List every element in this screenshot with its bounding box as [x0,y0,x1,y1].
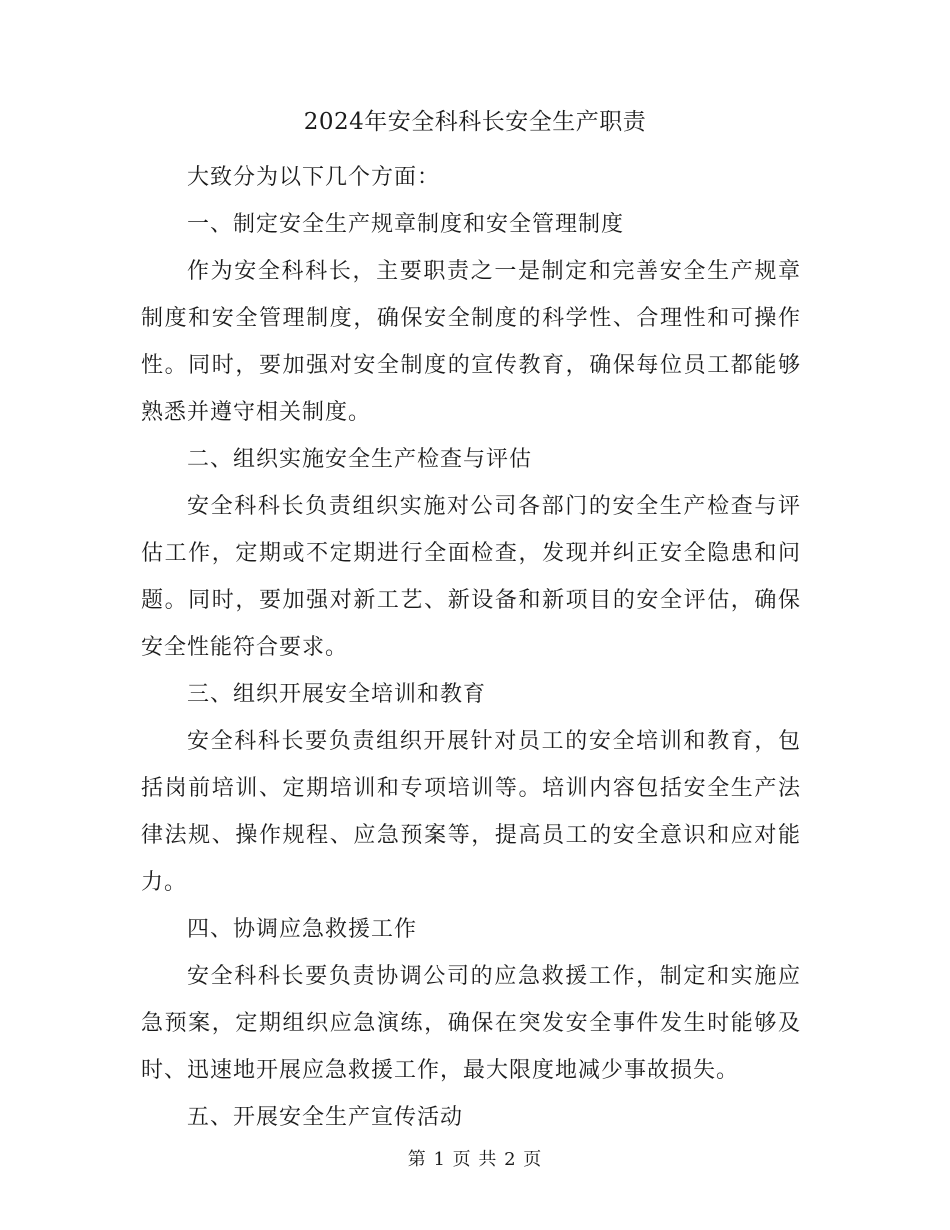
section-heading-2: 二、组织实施安全生产检查与评估 [187,447,533,472]
section-body-4: 安全科科长要负责协调公司的应急救援工作，制定和实施应急预案，定期组织应急演练，确保在突发安全事件发生时能够及时、迅速地开展应急救援工作，最大限度地减少事故损失。 [141,964,801,1083]
section-body-3: 安全科科长要负责组织开展针对员工的安全培训和教育，包括岗前培训、定期培训和专项培训等。培训内容包括安全生产法律法规、操作规程、应急预案等，提高员工的安全意识和应对能力。 [141,729,801,895]
section-body-2: 安全科科长负责组织实施对公司各部门的安全生产检查与评估工作，定期或不定期进行全面检查，发现并纠正安全隐患和问题。同时，要加强对新工艺、新设备和新项目的安全评估，确保安全性能符合要求。 [141,494,801,660]
page-footer: 第 1 页 共 2 页 [407,1149,543,1170]
section-heading-5: 五、开展安全生产宣传活动 [187,1105,464,1130]
section-heading-4: 四、协调应急救援工作 [187,917,418,942]
document-body [141,154,801,1141]
section-body-1: 作为安全科科长，主要职责之一是制定和完善安全生产规章制度和安全管理制度，确保安全制度的科学性、合理性和可操作性。同时，要加强对安全制度的宣传教育，确保每位员工都能够熟悉并遵守相关制度。 [141,259,801,425]
document-title: 2024年安全科科长安全生产职责 [303,109,647,135]
section-heading-3: 三、组织开展安全培训和教育 [187,682,487,707]
section-heading-1: 一、制定安全生产规章制度和安全管理制度 [187,212,625,237]
intro-paragraph: 大致分为以下几个方面： [187,165,441,190]
